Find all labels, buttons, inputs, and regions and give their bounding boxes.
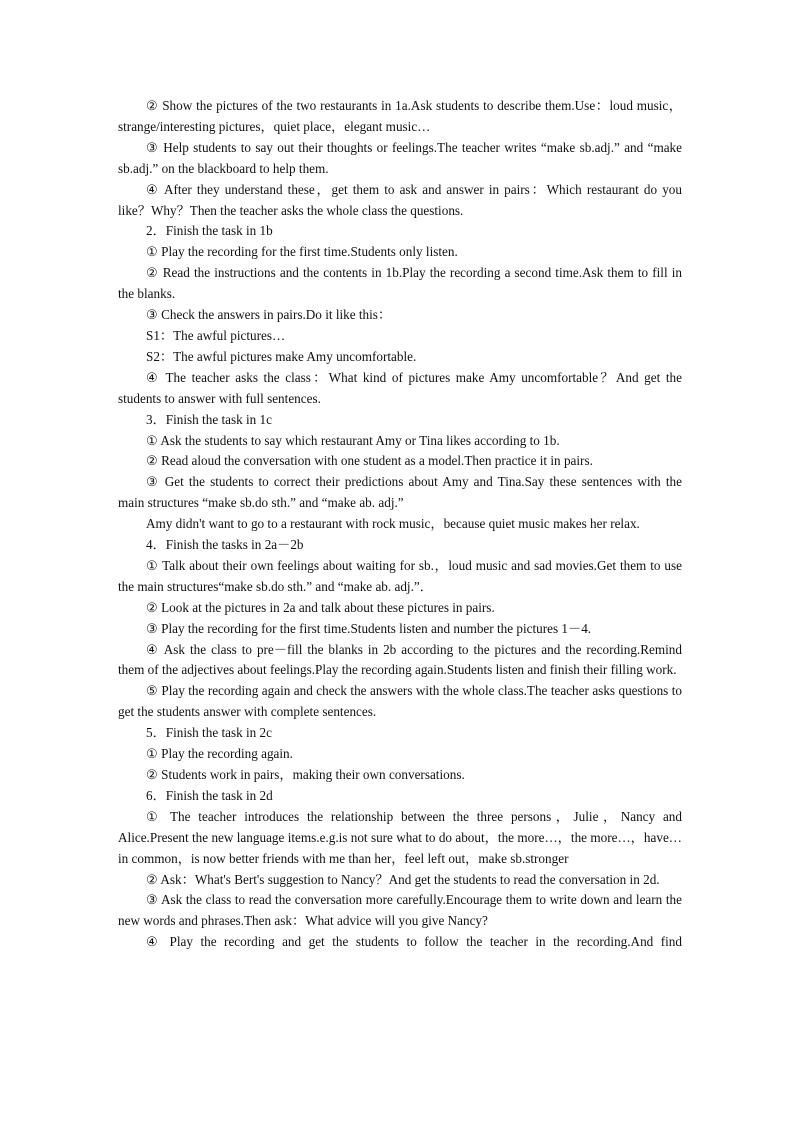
dialogue-line: S1：The awful pictures… xyxy=(146,327,286,343)
paragraph: ② Ask：What's Bert's suggestion to Nancy？And get the students to read the conversation in 2d. xyxy=(146,871,660,887)
paragraph: ② Look at the pictures in 2a and talk about these pictures in pairs. xyxy=(146,599,495,615)
paragraph: ③ Ask the class to read the conversation more carefully.Encourage them to write down and learn the new words and phrases.Then ask：What advice will you give Nancy? xyxy=(118,892,682,929)
paragraph: ① Talk about their own feelings about waiting for sb.，loud music and sad movies.Get them to use the main structures“make sb.do sth.” and “make ab. adj.”． xyxy=(118,557,682,594)
section-heading: 2．Finish the task in 1b xyxy=(146,223,273,239)
paragraph: ① The teacher introduces the relationship between the three persons，Julie，Nancy and Alice.Present the new language items.e.g.is not sure what to do about，the more…，the more…，have…in common，is now better friends with me than her，feel left out，make sb.stronger xyxy=(118,808,682,866)
section-heading: 4．Finish the tasks in 2a－2b xyxy=(146,537,304,553)
paragraph: ③ Play the recording for the first time.Students listen and number the pictures 1－4. xyxy=(146,620,592,636)
paragraph: ③ Check the answers in pairs.Do it like this： xyxy=(146,307,392,323)
paragraph: ③ Help students to say out their thoughts or feelings.The teacher writes “make sb.adj.” and “make sb.adj.” on the blackboard to help them. xyxy=(118,139,682,176)
section-heading: 5．Finish the task in 2c xyxy=(146,725,273,741)
paragraph: ⑤ Play the recording again and check the answers with the whole class.The teacher asks questions to get the students answer with complete sentences. xyxy=(118,683,682,720)
paragraph: ② Read aloud the conversation with one student as a model.Then practice it in pairs. xyxy=(146,453,593,469)
paragraph: ① Ask the students to say which restaurant Amy or Tina likes according to 1b. xyxy=(146,432,560,448)
paragraph: ② Show the pictures of the two restaurants in 1a.Ask students to describe them.Use：loud music，strange/interesting pictures，quiet place，elegant music… xyxy=(118,98,682,134)
paragraph: ④ After they understand these，get them to ask and answer in pairs：Which restaurant do you like？Why？Then the teacher asks the whole class the questions. xyxy=(118,181,682,218)
dialogue-line: S2：The awful pictures make Amy uncomfortable. xyxy=(146,348,417,364)
document-body xyxy=(118,96,682,953)
paragraph: ② Students work in pairs，making their own conversations. xyxy=(146,767,465,782)
paragraph: ④ Ask the class to pre－fill the blanks in 2b according to the pictures and the recording.Remind them of the adjectives about feelings.Play the recording again.Students listen and finish their filling work. xyxy=(118,641,682,678)
paragraph: ② Read the instructions and the contents in 1b.Play the recording a second time.Ask them to fill in the blanks. xyxy=(118,265,682,302)
paragraph: ① Play the recording again. xyxy=(146,746,293,762)
paragraph: ① Play the recording for the first time.Students only listen. xyxy=(146,244,458,260)
paragraph: ③ Get the students to correct their predictions about Amy and Tina.Say these sentences with the main structures “make sb.do sth.” and “make ab. adj.” xyxy=(118,474,682,511)
section-heading: 3．Finish the task in 1c xyxy=(146,411,273,427)
paragraph: ④ The teacher asks the class：What kind of pictures make Amy uncomfortable？And get the students to answer with full sentences. xyxy=(118,369,682,406)
paragraph: Amy didn't want to go to a restaurant with rock music，because quiet music makes her relax. xyxy=(146,516,640,532)
section-heading: 6．Finish the task in 2d xyxy=(146,787,273,803)
paragraph: ④ Play the recording and get the students to follow the teacher in the recording.And find xyxy=(146,934,682,950)
